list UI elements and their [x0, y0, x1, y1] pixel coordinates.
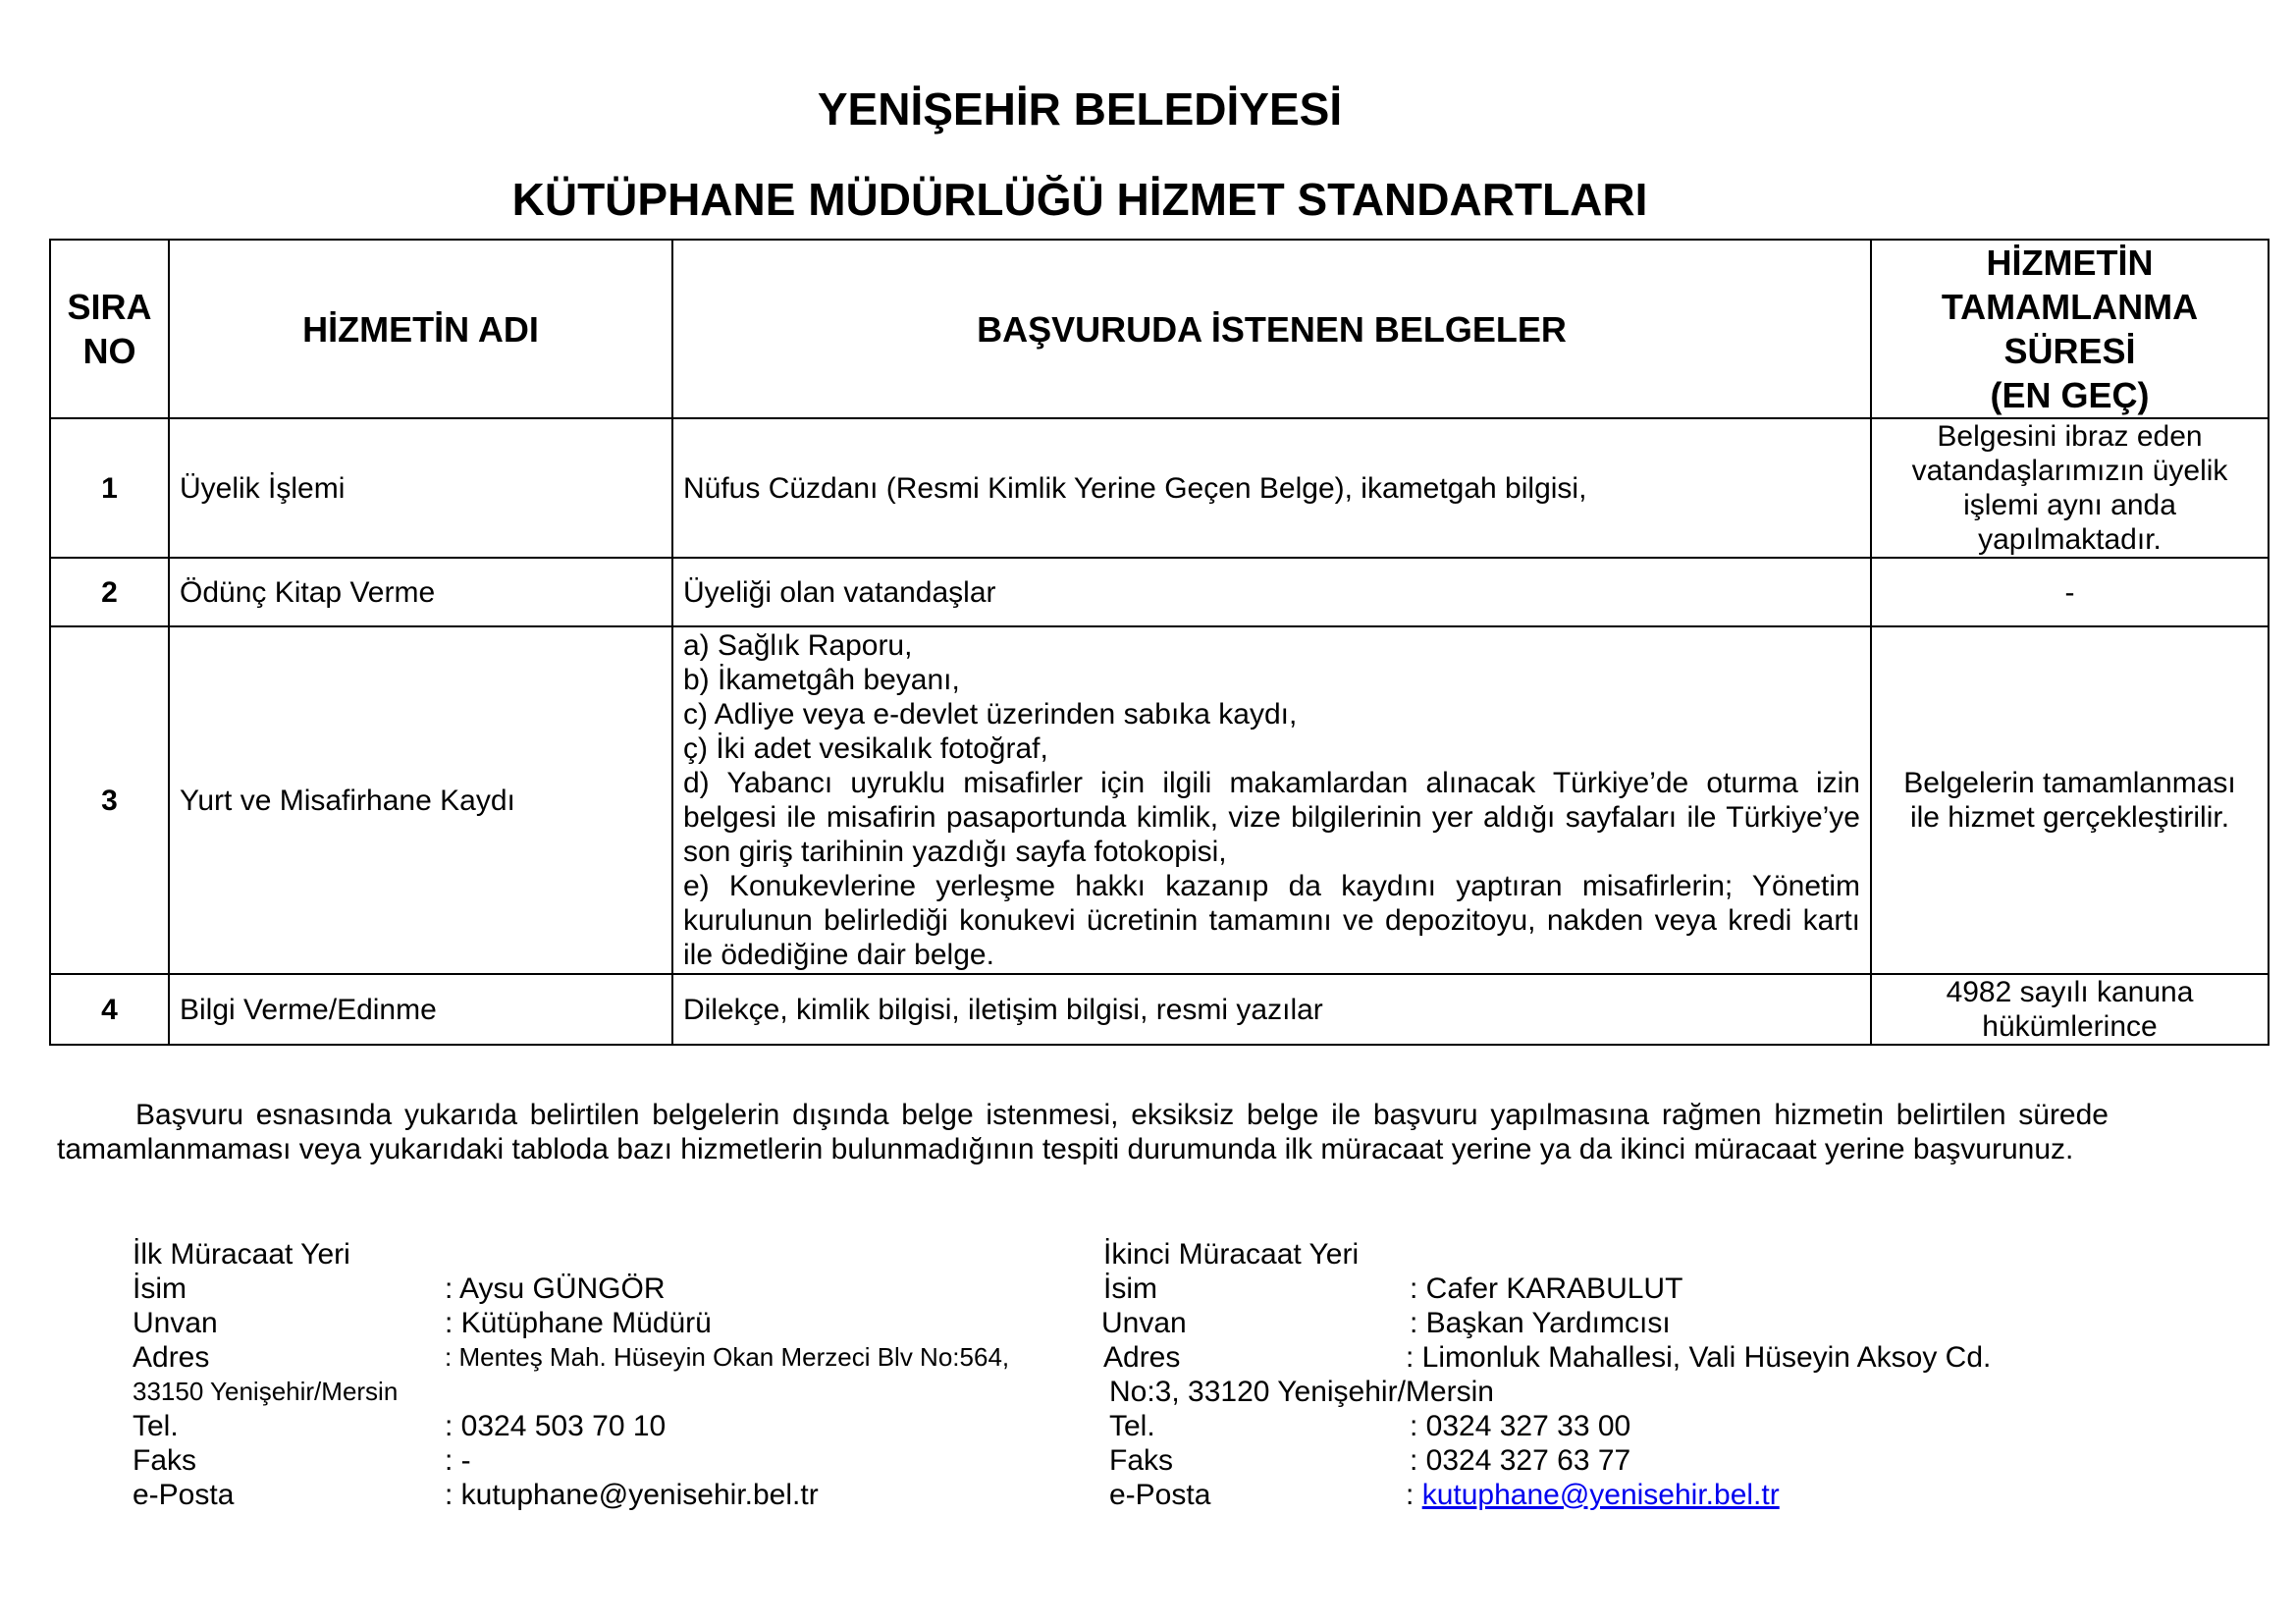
completion-time: 4982 sayılı kanuna hükümlerince: [1871, 974, 2269, 1045]
second-contact-heading: İkinci Müracaat Yeri: [1103, 1238, 1360, 1271]
completion-time: -: [1871, 558, 2269, 626]
required-documents: Üyeliği olan vatandaşlar: [672, 558, 1871, 626]
row-number: 2: [50, 558, 169, 626]
second-contact: [1103, 1237, 2085, 1512]
name-label: İsim: [1103, 1272, 1157, 1305]
service-name: Yurt ve Misafirhane Kaydı: [169, 626, 672, 974]
document-item: c) Adliye veya e-devlet üzerinden sabıka kaydı,: [683, 698, 1298, 731]
contact-address: : Menteş Mah. Hüseyin Okan Merzeci Blv No:564,: [445, 1342, 1010, 1372]
document-item: d) Yabancı uyruklu misafirler için ilgili makamlardan alınacak Türkiye’de oturma izin belgesi ile misafirin pasaportunda kimlik, vize bilgilerinin yer aldığı sayfaları ile Türkiye’ye son giriş tarihinin yazdığı sayfa fotokopisi,: [683, 767, 1860, 868]
address-label: Adres: [1103, 1341, 1181, 1374]
header-hizmet-adi: HİZMETİN ADI: [169, 240, 672, 418]
header-sure: HİZMETİN TAMAMLANMA SÜRESİ (EN GEÇ): [1871, 240, 2269, 418]
table-row: [50, 418, 2269, 558]
contact-address-line2: No:3, 33120 Yenişehir/Mersin: [1109, 1376, 1494, 1408]
table-header-row: [50, 240, 2269, 418]
address-label: Adres: [133, 1341, 210, 1374]
email-colon: :: [1406, 1479, 1415, 1511]
page-title: YENİŞEHİR BELEDİYESİ: [817, 83, 1343, 135]
service-name: Üyelik İşlemi: [169, 418, 672, 558]
email-label: e-Posta: [1109, 1479, 1211, 1511]
name-label: İsim: [133, 1272, 187, 1305]
contact-fax: : -: [445, 1444, 471, 1477]
header-belgeler: BAŞVURUDA İSTENEN BELGELER: [672, 240, 1871, 418]
document-item: e) Konukevlerine yerleşme hakkı kazanıp da kaydını yaptıran misafirlerin; Yönetim kurulunun belirlediği konukevi ücretinin tamamını ve depozitoyu, nakden veya kredi kartı ile ödediğine dair belge.: [683, 870, 1860, 971]
completion-time: Belgelerin tamamlanması ile hizmet gerçekleştirilir.: [1871, 626, 2269, 974]
document-item: ç) İki adet vesikalık fotoğraf,: [683, 732, 1048, 765]
contact-name: : Cafer KARABULUT: [1410, 1272, 1683, 1305]
contact-phone: : 0324 327 33 00: [1410, 1410, 1631, 1442]
fax-label: Faks: [133, 1444, 197, 1477]
table-row: [50, 974, 2269, 1045]
contact-address-line2: 33150 Yenişehir/Mersin: [133, 1377, 399, 1406]
phone-label: Tel.: [1109, 1410, 1155, 1442]
document-item: a) Sağlık Raporu,: [683, 629, 913, 662]
contact-title: : Başkan Yardımcısı: [1410, 1307, 1671, 1339]
service-standards-table: [49, 239, 2269, 1046]
page-subtitle: KÜTÜPHANE MÜDÜRLÜĞÜ HİZMET STANDARTLARI: [511, 174, 1648, 225]
required-documents: Nüfus Cüzdanı (Resmi Kimlik Yerine Geçen Belge), ikametgah bilgisi,: [672, 418, 1871, 558]
required-documents: [672, 626, 1871, 974]
table-row: [50, 558, 2269, 626]
contact-email-link[interactable]: kutuphane@yenisehir.bel.tr: [1421, 1479, 1780, 1511]
first-contact: [133, 1237, 1075, 1512]
email-label: e-Posta: [133, 1479, 235, 1511]
contact-address: : Limonluk Mahallesi, Vali Hüseyin Aksoy Cd.: [1406, 1341, 1992, 1374]
contact-name: : Aysu GÜNGÖR: [445, 1272, 666, 1305]
contact-email: : kutuphane@yenisehir.bel.tr: [445, 1479, 819, 1511]
document-item: b) İkametgâh beyanı,: [683, 664, 960, 696]
row-number: 4: [50, 974, 169, 1045]
first-contact-heading: İlk Müracaat Yeri: [133, 1238, 350, 1271]
title-label: Unvan: [133, 1307, 218, 1339]
contact-fax: : 0324 327 63 77: [1410, 1444, 1631, 1477]
row-number: 3: [50, 626, 169, 974]
required-documents: Dilekçe, kimlik bilgisi, iletişim bilgisi, resmi yazılar: [672, 974, 1871, 1045]
table-row: [50, 626, 2269, 974]
application-note: Başvuru esnasında yukarıda belirtilen belgelerin dışında belge istenmesi, eksiksiz belge ile başvuru yapılmasına rağmen hizmetin belirtilen sürede tamamlanmaması veya yukarıdaki tabloda bazı hizmetlerin bulunmadığının tespiti durumunda ilk müracaat yerine ya da ikinci müracaat yerine başvurunuz.: [57, 1099, 2109, 1165]
service-name: Bilgi Verme/Edinme: [169, 974, 672, 1045]
fax-label: Faks: [1109, 1444, 1174, 1477]
header-sira-no: SIRA NO: [50, 240, 169, 418]
row-number: 1: [50, 418, 169, 558]
completion-time: Belgesini ibraz eden vatandaşlarımızın üyelik işlemi aynı anda yapılmaktadır.: [1871, 418, 2269, 558]
contact-phone: : 0324 503 70 10: [445, 1410, 667, 1442]
service-name: Ödünç Kitap Verme: [169, 558, 672, 626]
phone-label: Tel.: [133, 1410, 179, 1442]
contact-title: : Kütüphane Müdürü: [445, 1307, 712, 1339]
title-label: Unvan: [1101, 1307, 1187, 1339]
